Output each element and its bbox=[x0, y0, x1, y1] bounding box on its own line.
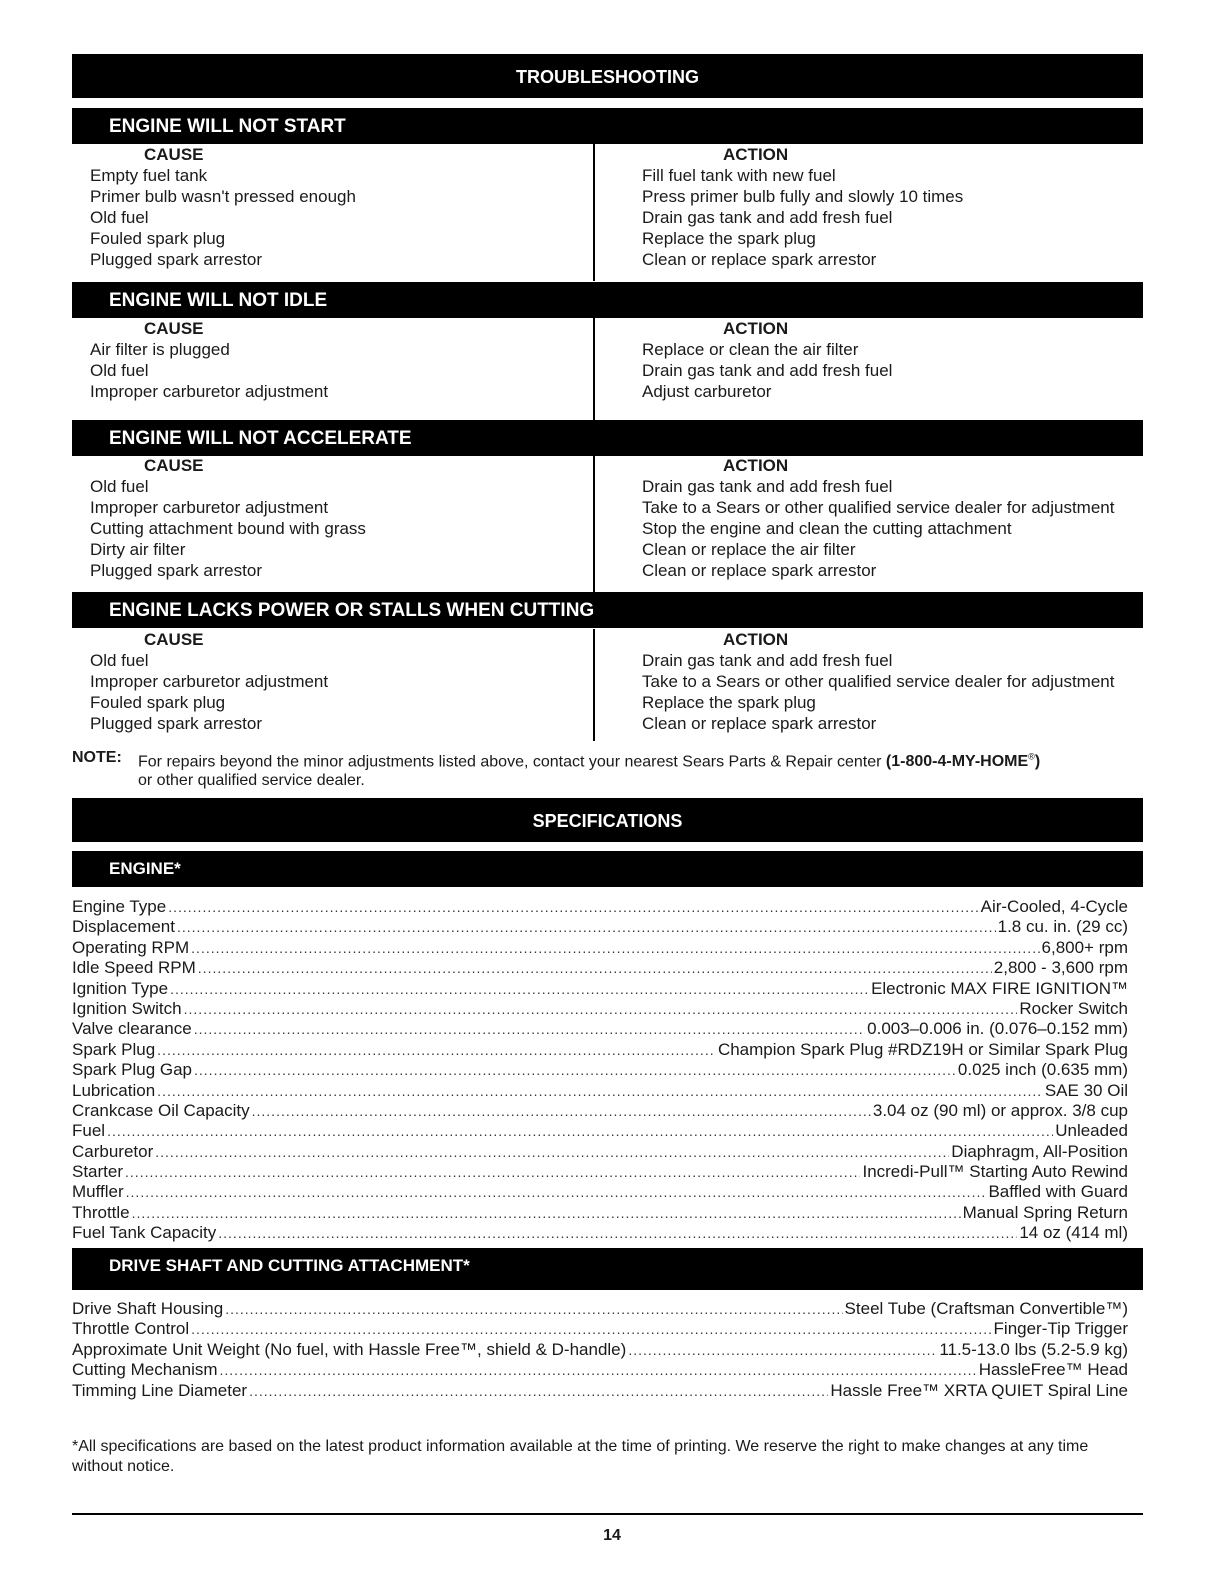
section-heading-not-accelerate: ENGINE WILL NOT ACCELERATE bbox=[72, 420, 1143, 456]
spec-value: 2,800 - 3,600 rpm bbox=[993, 958, 1128, 978]
dot-leader bbox=[191, 938, 1039, 958]
spec-value: Air-Cooled, 4-Cycle bbox=[980, 897, 1128, 916]
spec-row bbox=[72, 1360, 1128, 1380]
spec-value: 0.003–0.006 in. (0.076–0.152 mm) bbox=[867, 1019, 1128, 1039]
spec-row bbox=[72, 1203, 1128, 1223]
spec-label: Fuel Tank Capacity bbox=[72, 1223, 217, 1243]
spec-value: Baffled with Guard bbox=[988, 1182, 1128, 1202]
spec-value: Unleaded bbox=[1055, 1121, 1128, 1141]
cause-item: Old fuel bbox=[90, 208, 149, 227]
spec-value: HassleFree™ Head bbox=[978, 1360, 1128, 1380]
spec-value: Manual Spring Return bbox=[962, 1202, 1128, 1222]
dot-leader bbox=[218, 1223, 1017, 1243]
dot-leader bbox=[225, 1299, 842, 1319]
cause-item: Old fuel bbox=[90, 477, 149, 496]
cause-item: Primer bulb wasn't pressed enough bbox=[90, 187, 356, 206]
note-phone bbox=[886, 753, 1040, 770]
column-divider bbox=[593, 318, 595, 420]
section-not-accelerate bbox=[72, 455, 1143, 592]
action-item: Drain gas tank and add fresh fuel bbox=[642, 651, 893, 670]
spec-row bbox=[72, 1319, 1128, 1339]
section-not-start bbox=[72, 144, 1143, 281]
section-lacks-power bbox=[72, 629, 1143, 741]
cause-header: CAUSE bbox=[144, 630, 204, 649]
column-divider bbox=[593, 144, 595, 281]
action-item: Drain gas tank and add fresh fuel bbox=[642, 477, 893, 496]
dot-leader bbox=[194, 1019, 865, 1039]
dot-leader bbox=[184, 999, 1018, 1019]
drive-spec-list bbox=[72, 1299, 1128, 1401]
dot-leader bbox=[249, 1381, 828, 1401]
spec-row bbox=[72, 1019, 1128, 1039]
dot-leader bbox=[170, 979, 869, 999]
action-header: ACTION bbox=[723, 319, 789, 338]
cause-column bbox=[90, 629, 328, 734]
dot-leader bbox=[157, 1081, 1043, 1101]
spec-row bbox=[72, 1340, 1128, 1360]
action-item: Clean or replace the air filter bbox=[642, 540, 856, 559]
footer-rule bbox=[72, 1513, 1143, 1515]
specifications-title: SPECIFICATIONS bbox=[72, 798, 1143, 842]
cause-item: Fouled spark plug bbox=[90, 693, 226, 712]
spec-value: 3.04 oz (90 ml) or approx. 3/8 cup bbox=[872, 1100, 1128, 1120]
troubleshooting-title: TROUBLESHOOTING bbox=[72, 54, 1143, 98]
spec-value: SAE 30 Oil bbox=[1044, 1080, 1128, 1100]
cause-item: Empty fuel tank bbox=[90, 166, 208, 185]
note-text-after: or other qualified service dealer. bbox=[138, 772, 365, 790]
spec-value: Hassle Free™ XRTA QUIET Spiral Line bbox=[830, 1380, 1128, 1400]
spec-row bbox=[72, 1081, 1128, 1101]
spec-row bbox=[72, 938, 1128, 958]
cause-item: Improper carburetor adjustment bbox=[90, 672, 329, 691]
spec-label: Spark Plug bbox=[72, 1039, 156, 1059]
spec-value: 0.025 inch (0.635 mm) bbox=[957, 1060, 1128, 1080]
action-item: Press primer bulb fully and slowly 10 times bbox=[642, 187, 964, 206]
spec-label: Muffler bbox=[72, 1182, 124, 1202]
action-header: ACTION bbox=[723, 145, 789, 164]
dot-leader bbox=[157, 1040, 716, 1060]
spec-label: Lubrication bbox=[72, 1080, 156, 1100]
section-heading-not-start: ENGINE WILL NOT START bbox=[72, 108, 1143, 144]
spec-label: Valve clearance bbox=[72, 1019, 192, 1039]
spec-value: 11.5-13.0 lbs (5.2-5.9 kg) bbox=[939, 1339, 1128, 1359]
spec-row bbox=[72, 1040, 1128, 1060]
dot-leader bbox=[628, 1340, 937, 1360]
action-item: Clean or replace spark arrestor bbox=[642, 561, 877, 580]
cause-column bbox=[90, 144, 356, 270]
spec-value: Diaphragm, All-Position bbox=[951, 1141, 1128, 1161]
spec-value: 6,800+ rpm bbox=[1041, 937, 1128, 957]
spec-value: Champion Spark Plug #RDZ19H or Similar Spark Plug bbox=[717, 1039, 1128, 1059]
cause-item: Old fuel bbox=[90, 361, 149, 380]
dot-leader bbox=[107, 1121, 1053, 1141]
cause-item: Improper carburetor adjustment bbox=[90, 382, 329, 401]
spec-label: Throttle bbox=[72, 1202, 130, 1222]
dot-leader bbox=[125, 1162, 860, 1182]
action-item: Replace the spark plug bbox=[642, 693, 816, 712]
spec-label: Timming Line Diameter bbox=[72, 1380, 248, 1400]
cause-item: Plugged spark arrestor bbox=[90, 714, 262, 733]
spec-value: Finger-Tip Trigger bbox=[993, 1319, 1128, 1339]
cause-item: Plugged spark arrestor bbox=[90, 250, 262, 269]
spec-row bbox=[72, 1381, 1128, 1401]
dot-leader bbox=[194, 1060, 956, 1080]
cause-item: Air filter is plugged bbox=[90, 340, 230, 359]
action-item: Take to a Sears or other qualified service dealer for adjustment bbox=[642, 672, 1115, 691]
engine-spec-heading: ENGINE* bbox=[72, 851, 1143, 887]
spec-row bbox=[72, 1101, 1128, 1121]
spec-value: 14 oz (414 ml) bbox=[1019, 1223, 1128, 1243]
action-item: Stop the engine and clean the cutting attachment bbox=[642, 519, 1012, 538]
page-number: 14 bbox=[603, 1527, 621, 1544]
cause-column bbox=[90, 455, 366, 581]
note-phone-number: (1-800-4-MY-HOME bbox=[885, 753, 1029, 771]
action-header: ACTION bbox=[723, 630, 789, 649]
cause-item: Cutting attachment bound with grass bbox=[90, 519, 366, 538]
action-item: Adjust carburetor bbox=[642, 382, 772, 401]
spec-value: Incredi-Pull™ Starting Auto Rewind bbox=[862, 1162, 1128, 1182]
spec-value: Steel Tube (Craftsman Convertible™) bbox=[844, 1299, 1128, 1318]
action-item: Drain gas tank and add fresh fuel bbox=[642, 361, 893, 380]
cause-item: Dirty air filter bbox=[90, 540, 186, 559]
spec-row bbox=[72, 1223, 1128, 1243]
cause-item: Old fuel bbox=[90, 651, 149, 670]
action-item: Drain gas tank and add fresh fuel bbox=[642, 208, 893, 227]
dot-leader bbox=[198, 958, 992, 978]
spec-label: Throttle Control bbox=[72, 1319, 190, 1339]
action-column bbox=[642, 629, 1114, 734]
spec-label: Operating RPM bbox=[72, 937, 190, 957]
spec-label: Drive Shaft Housing bbox=[72, 1299, 224, 1318]
spec-row bbox=[72, 1162, 1128, 1182]
spec-label: Crankcase Oil Capacity bbox=[72, 1100, 250, 1120]
spec-row bbox=[72, 1299, 1128, 1319]
spec-label: Ignition Type bbox=[72, 978, 169, 998]
dot-leader bbox=[252, 1101, 871, 1121]
action-item: Replace or clean the air filter bbox=[642, 340, 859, 359]
spec-label: Displacement bbox=[72, 917, 175, 937]
spec-row bbox=[72, 958, 1128, 978]
dot-leader bbox=[177, 917, 996, 937]
action-header: ACTION bbox=[723, 456, 789, 475]
spec-row bbox=[72, 979, 1128, 999]
action-item: Fill fuel tank with new fuel bbox=[642, 166, 836, 185]
cause-item: Fouled spark plug bbox=[90, 229, 226, 248]
spec-value: 1.8 cu. in. (29 cc) bbox=[997, 917, 1128, 937]
cause-header: CAUSE bbox=[144, 145, 204, 164]
dot-leader bbox=[168, 897, 978, 917]
note-label: NOTE: bbox=[72, 749, 122, 766]
spec-label: Spark Plug Gap bbox=[72, 1060, 193, 1080]
note-close-paren: ) bbox=[1034, 753, 1041, 771]
drive-spec-heading: DRIVE SHAFT AND CUTTING ATTACHMENT* bbox=[72, 1248, 1143, 1290]
action-column bbox=[642, 318, 892, 402]
action-column bbox=[642, 455, 1114, 581]
dot-leader bbox=[132, 1203, 961, 1223]
note-text bbox=[138, 748, 1143, 790]
action-column bbox=[642, 144, 963, 270]
spec-row bbox=[72, 1121, 1128, 1141]
section-heading-not-idle: ENGINE WILL NOT IDLE bbox=[72, 282, 1143, 318]
spec-row bbox=[72, 1142, 1128, 1162]
cause-item: Plugged spark arrestor bbox=[90, 561, 262, 580]
spec-row bbox=[72, 897, 1128, 917]
cause-column bbox=[90, 318, 328, 402]
section-not-idle bbox=[72, 318, 1143, 420]
dot-leader bbox=[155, 1142, 949, 1162]
specifications-footnote: *All specifications are based on the latest product information available at the time of printing. We reserve the right to make changes at any time without notice. bbox=[72, 1438, 1089, 1475]
spec-label: Engine Type bbox=[72, 897, 167, 916]
registered-mark: ® bbox=[1028, 752, 1035, 762]
note-text-before: For repairs beyond the minor adjustments listed above, contact your nearest Sears Parts & Repair center bbox=[138, 753, 886, 771]
spec-row bbox=[72, 1060, 1128, 1080]
action-item: Clean or replace spark arrestor bbox=[642, 714, 877, 733]
spec-label: Idle Speed RPM bbox=[72, 958, 196, 978]
spec-label: Carburetor bbox=[72, 1141, 154, 1161]
spec-row bbox=[72, 1182, 1128, 1202]
spec-row bbox=[72, 999, 1128, 1019]
spec-label: Approximate Unit Weight (No fuel, with Hassle Free™, shield & D-handle) bbox=[72, 1339, 627, 1359]
engine-spec-list bbox=[72, 897, 1128, 1244]
spec-value: Electronic MAX FIRE IGNITION™ bbox=[871, 978, 1128, 998]
spec-label: Fuel bbox=[72, 1121, 106, 1141]
action-item: Replace the spark plug bbox=[642, 229, 816, 248]
dot-leader bbox=[191, 1319, 991, 1339]
column-divider bbox=[593, 455, 595, 592]
dot-leader bbox=[220, 1360, 977, 1380]
action-item: Clean or replace spark arrestor bbox=[642, 250, 877, 269]
cause-header: CAUSE bbox=[144, 456, 204, 475]
section-heading-lacks-power: ENGINE LACKS POWER OR STALLS WHEN CUTTING bbox=[72, 592, 1143, 628]
spec-label: Starter bbox=[72, 1162, 124, 1182]
cause-item: Improper carburetor adjustment bbox=[90, 498, 329, 517]
spec-label: Cutting Mechanism bbox=[72, 1360, 218, 1380]
action-item: Take to a Sears or other qualified service dealer for adjustment bbox=[642, 498, 1115, 517]
spec-value: Rocker Switch bbox=[1019, 998, 1128, 1018]
cause-header: CAUSE bbox=[144, 319, 204, 338]
spec-label: Ignition Switch bbox=[72, 998, 182, 1018]
dot-leader bbox=[126, 1182, 987, 1202]
column-divider bbox=[593, 629, 595, 741]
spec-row bbox=[72, 917, 1128, 937]
